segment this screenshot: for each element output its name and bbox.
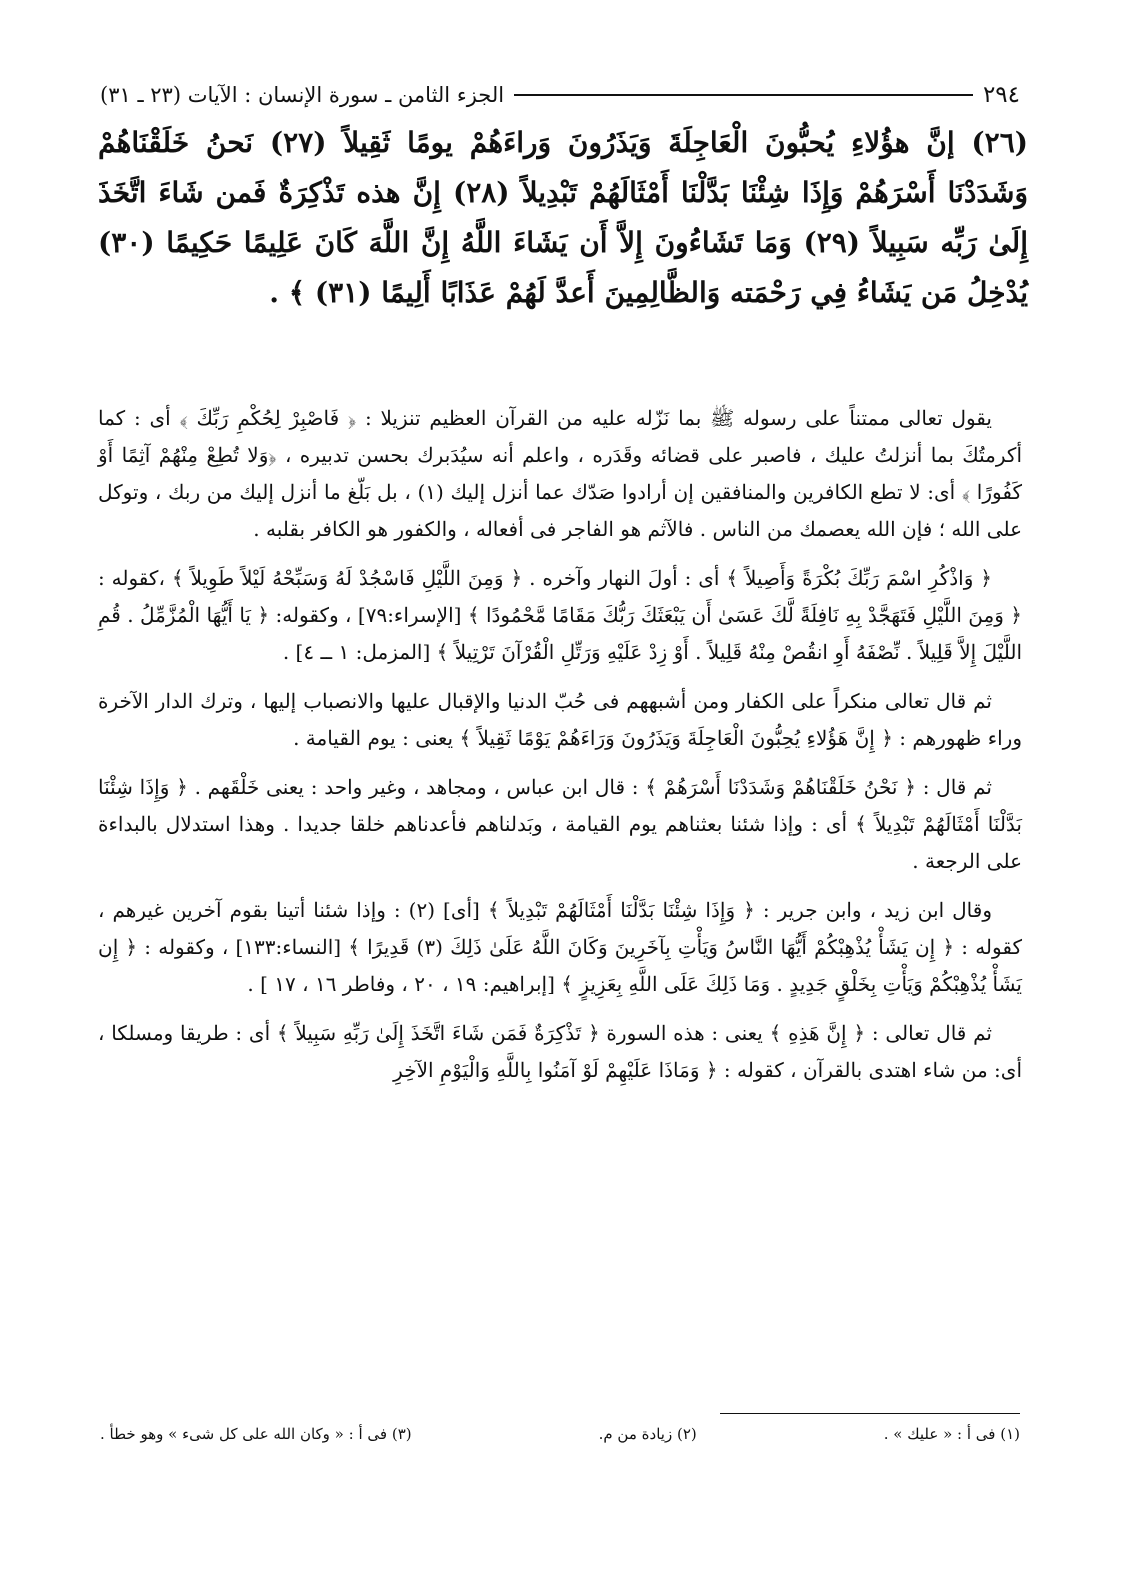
page-number: ٢٩٤	[982, 82, 1020, 108]
paragraph: يقول تعالى ممتناً على رسوله ﷺ بما نَزّله عليه من القرآن العظيم تنزيلا : ﴿ فَاصْبِرْ لِحُكْمِ رَبِّكَ ﴾ أى : كما أكرمتُكَ بما أنزلتُ عليك ، فاصبر على قضائه وقَدَره ، واعلم أنه سيُدَبرك بحسن تدبيره ، ﴿وَلا تُطِعْ مِنْهُمْ آثِمًا أَوْ كَفُورًا ﴾ أى: لا تطع الكافرين والمنافقين إن أرادوا صَدّك عما أنزل إليك (١) ، بل بَلّغ ما أنزل إليك من ربك ، وتوكل على الله ؛ فإن الله يعصمك من الناس . فالآثم هو الفاجر فى أفعاله ، والكفور هو الكافر بقلبه .	[98, 406, 1023, 541]
footnote-2: (٢) زيادة من م.	[598, 1425, 697, 1443]
paragraph: ﴿ وَاذْكُرِ اسْمَ رَبِّكَ بُكْرَةً وَأَصِيلاً ﴾ أى : أولَ النهار وآخره . ﴿ وَمِنَ اللَّيْلِ فَاسْجُدْ لَهُ وَسَبِّحْهُ لَيْلاً طَوِيلاً ﴾ ،كقوله : ﴿ وَمِنَ اللَّيْلِ فَتَهَجَّدْ بِهِ نَافِلَةً لَّكَ عَسَىٰ أَن يَبْعَثَكَ رَبُّكَ مَقَامًا مَّحْمُودًا ﴾ [الإسراء:٧٩] ، وكقوله: ﴿ يَا أَيُّهَا الْمُزَّمِّلُ . قُمِ اللَّيْلَ إِلاَّ قَلِيلاً . نِّصْفَهُ أَوِ انقُصْ مِنْهُ قَلِيلاً . أَوْ زِدْ عَلَيْهِ وَرَتِّلِ الْقُرْآنَ تَرْتِيلاً ﴾ [المزمل: ١ ــ ٤] .	[98, 566, 1022, 664]
paragraph: ثم قال : ﴿ نَحْنُ خَلَقْنَاهُمْ وَشَدَدْنَا أَسْرَهُمْ ﴾ : قال ابن عباس ، ومجاهد ، وغير واحد : يعنى خَلْقَهم . ﴿ وَإِذَا شِئْنَا بَدَّلْنَا أَمْثَالَهُمْ تَبْدِيلاً ﴾ أى : وإذا شئنا بعثناهم يوم القيامة ، وبَدلناهم فأعدناهم خلقا جديدا . وهذا استدلال بالبداءة على الرجعة .	[98, 775, 1022, 873]
footnote-1: (١) فى أ : « عليك » .	[883, 1425, 1020, 1443]
running-header	[100, 78, 1020, 112]
header-rule	[514, 94, 973, 96]
running-title: الجزء الثامن ـ سورة الإنسان : الآيات (٢٣ ـ ٣١)	[100, 83, 505, 107]
paragraph: وقال ابن زيد ، وابن جرير : ﴿ وَإِذَا شِئْنَا بَدَّلْنَا أَمْثَالَهُمْ تَبْدِيلاً ﴾ [أى] (٢) : وإذا شئنا أتينا بقوم آخرين غيرهم ، كقوله : ﴿ إِن يَشَأْ يُذْهِبْكُمْ أَيُّهَا النَّاسُ وَيَأْتِ بِآخَرِينَ وَكَانَ اللَّهُ عَلَىٰ ذَلِكَ (٣) قَدِيرًا ﴾ [النساء:١٣٣] ، وكقوله : ﴿ إِن يَشَأْ يُذْهِبْكُمْ وَيَأْتِ بِخَلْقٍ جَدِيدٍ . وَمَا ذَلِكَ عَلَى اللَّهِ بِعَزِيزٍ ﴾ [إبراهيم: ١٩ ، ٢٠ ، وفاطر ١٦ ، ١٧ ] .	[98, 898, 1022, 996]
footnote-3: (٣) فى أ : « وكان الله على كل شىء » وهو خطأ .	[100, 1425, 412, 1443]
footnote-divider	[720, 1413, 1020, 1414]
footnotes	[100, 1425, 1020, 1443]
quran-verses: (٢٦) إنَّ هؤُلاءِ يُحبُّونَ الْعَاجِلَةَ وَيَذَرُونَ وَراءَهُمْ يومًا ثَقِيلاً (٢٧) نَحنُ خَلَقْنَاهُمْ وَشَدَدْنَا أَسْرَهُمْ وَإِذَا شِئْنَا بَدَّلْنَا أَمْثَالَهُمْ تَبْدِيلاً (٢٨) إِنَّ هذه تَذْكِرَةٌ فَمن شَاءَ اتَّخَذَ إِلَىٰ رَبِّه سَبِيلاً (٢٩) وَمَا تَشَاءُونَ إِلاَّ أَن يَشَاءَ اللَّهُ إِنَّ اللَّهَ كَانَ عَلِيمًا حَكِيمًا (٣٠) يُدْخِلُ مَن يَشَاءُ فِي رَحْمَته وَالظَّالِمِينَ أَعدَّ لَهُمْ عَذَابًا أَلِيمًا (٣١) ﴾ .	[98, 126, 1028, 309]
commentary-body	[98, 400, 1022, 1101]
paragraph: ثم قال تعالى : ﴿ إِنَّ هَذِهِ ﴾ يعنى : هذه السورة ﴿ تَذْكِرَةٌ فَمَن شَاءَ اتَّخَذَ إِلَىٰ رَبِّهِ سَبِيلاً ﴾ أى : طريقا ومسلكا ، أى: من شاء اهتدى بالقرآن ، كقوله : ﴿ وَمَاذَا عَلَيْهِمْ لَوْ آمَنُوا بِاللَّهِ وَالْيَوْمِ الآخِرِ	[98, 1021, 1022, 1082]
paragraph: ثم قال تعالى منكراً على الكفار ومن أشبههم فى حُبّ الدنيا والإقبال عليها والانصباب إليها ، وترك الدار الآخرة وراء ظهورهم : ﴿ إِنَّ هَؤُلاءِ يُحِبُّونَ الْعَاجِلَةَ وَيَذَرُونَ وَرَاءَهُمْ يَوْمًا ثَقِيلاً ﴾ يعنى : يوم القيامة .	[98, 689, 1022, 750]
